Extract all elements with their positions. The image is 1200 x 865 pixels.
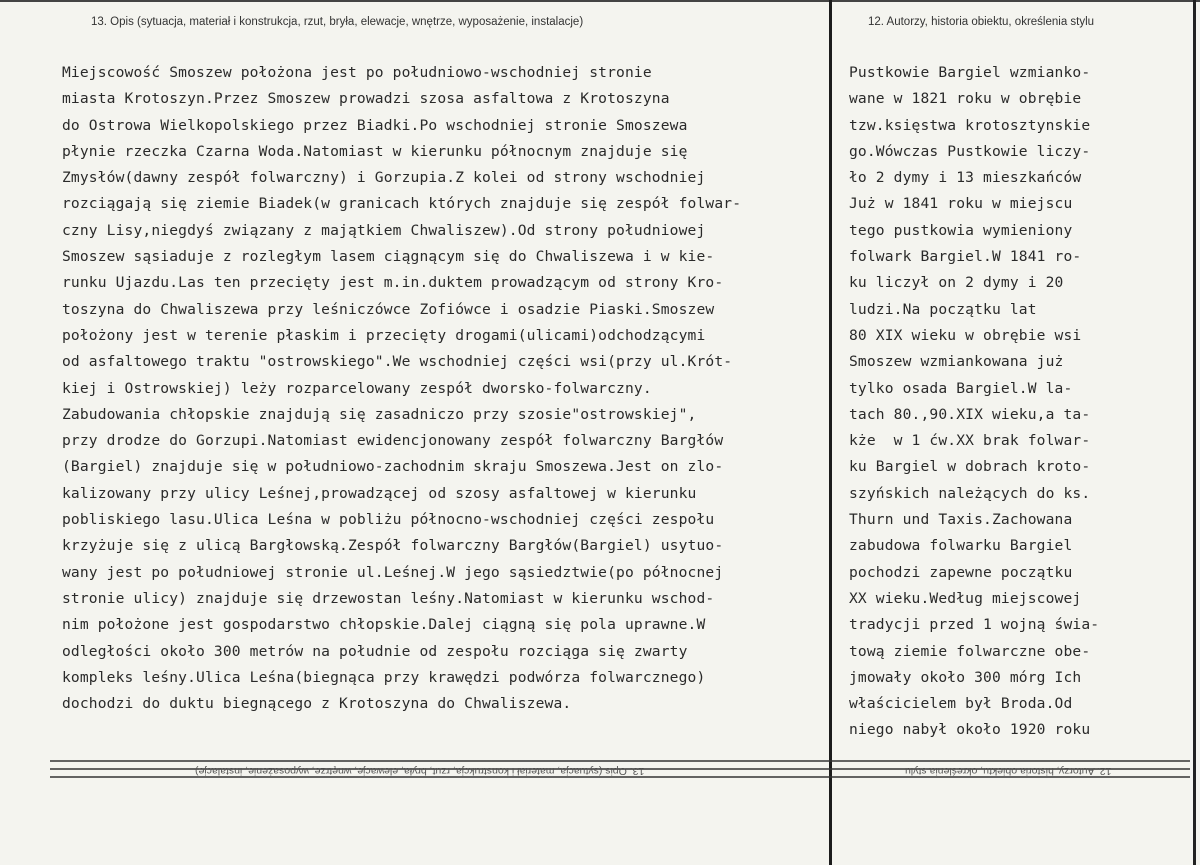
- text-line: kże w 1 ćw.XX brak folwar-: [849, 432, 1091, 450]
- text-line: rozciągają się ziemie Biadek(w granicach których znajduje się zespół folwar-: [62, 195, 742, 213]
- text-line: go.Wówczas Pustkowie liczy-: [849, 142, 1091, 160]
- text-line: wane w 1821 roku w obrębie: [849, 90, 1082, 108]
- text-line: Thurn und Taxis.Zachowana: [849, 511, 1073, 529]
- text-line: Smoszew wzmiankowana już: [849, 353, 1064, 371]
- text-line: właścicielem był Broda.Od: [849, 695, 1073, 713]
- text-line: kiej i Ostrowskiej) leży rozparcelowany zespół dworsko-folwarczny.: [62, 379, 652, 397]
- text-line: tową ziemie folwarczne obe-: [849, 642, 1091, 660]
- description-text: [62, 60, 741, 717]
- text-line: jmowały około 300 mórg Ich: [849, 668, 1082, 686]
- text-line: pobliskiego lasu.Ulica Leśna w pobliżu północno-wschodniej części zespołu: [62, 511, 715, 529]
- text-line: ło 2 dymy i 13 mieszkańców: [849, 169, 1082, 187]
- text-line: ludzi.Na początku lat: [849, 300, 1037, 318]
- text-line: tach 80.,90.XIX wieku,a ta-: [849, 405, 1091, 423]
- text-line: toszyna do Chwaliszewa przy leśniczówce Zofiówce i osadzie Piaski.Smoszew: [62, 300, 715, 318]
- right-border: [1193, 0, 1196, 865]
- text-line: kalizowany przy ulicy Leśnej,prowadzącej od szosy asfaltowej w kierunku: [62, 484, 697, 502]
- text-line: nim położone jest gospodarstwo chłopskie.Dalej ciągną się pola uprawne.W: [62, 616, 706, 634]
- text-line: kompleks leśny.Ulica Leśna(biegnąca przy krawędzi podwórza folwarcznego): [62, 668, 706, 686]
- text-line: Już w 1841 roku w miejscu: [849, 195, 1073, 213]
- text-line: Pustkowie Bargiel wzmianko-: [849, 64, 1091, 81]
- mirrored-section-13-header: 13. Opis (sytuacja, materiał i konstrukcja, rzut, bryła, elewacje, wnętrze, wyposażenie, instalacje): [195, 765, 645, 777]
- text-line: krzyżuje się z ulicą Bargłowską.Zespół folwarczny Bargłów(Bargiel) usytuo-: [62, 537, 724, 555]
- text-line: tylko osada Bargiel.W la-: [849, 379, 1073, 397]
- text-line: Zmysłów(dawny zespół folwarczny) i Gorzupia.Z kolei od strony wschodniej: [62, 169, 706, 187]
- text-line: ku liczył on 2 dymy i 20: [849, 274, 1064, 292]
- text-line: Miejscowość Smoszew położona jest po południowo-wschodniej stronie: [62, 64, 652, 81]
- text-line: położony jest w terenie płaskim i przecięty drogami(ulicami)odchodzącymi: [62, 326, 706, 344]
- history-text: [849, 60, 1099, 744]
- text-line: tzw.księstwa krotosztynskie: [849, 116, 1091, 134]
- text-line: od asfaltowego traktu "ostrowskiego".We wschodniej części wsi(przy ul.Krót-: [62, 353, 733, 371]
- text-line: dochodzi do duktu biegnącego z Krotoszyna do Chwaliszewa.: [62, 695, 572, 713]
- text-line: tradycji przed 1 wojną świa-: [849, 616, 1100, 634]
- top-border: [0, 0, 1200, 2]
- text-line: czny Lisy,niegdyś związany z majątkiem Chwaliszew).Od strony południowej: [62, 221, 706, 239]
- text-line: pochodzi zapewne początku: [849, 563, 1073, 581]
- text-line: folwark Bargiel.W 1841 ro-: [849, 248, 1082, 266]
- section-12-header: 12. Autorzy, historia obiektu, określenia stylu: [868, 16, 1095, 28]
- text-line: Smoszew sąsiaduje z rozległym lasem ciągnącym się do Chwaliszewa i w kie-: [62, 248, 715, 266]
- text-line: odległości około 300 metrów na południe od zespołu rozciąga się zwarty: [62, 642, 688, 660]
- section-13-header: 13. Opis (sytuacja, materiał i konstrukcja, rzut, bryła, elewacje, wnętrze, wyposażenie, instalacje): [91, 16, 584, 28]
- text-line: 80 XIX wieku w obrębie wsi: [849, 326, 1082, 344]
- text-line: szyńskich należących do ks.: [849, 484, 1091, 502]
- text-line: (Bargiel) znajduje się w południowo-zachodnim skraju Smoszewa.Jest on zlo-: [62, 458, 724, 476]
- text-line: XX wieku.Według miejscowej: [849, 589, 1082, 607]
- column-divider: [829, 0, 832, 865]
- text-line: miasta Krotoszyn.Przez Smoszew prowadzi szosa asfaltowa z Krotoszyna: [62, 90, 670, 108]
- text-line: niego nabył około 1920 roku: [849, 721, 1091, 739]
- text-line: do Ostrowa Wielkopolskiego przez Biadki.Po wschodniej stronie Smoszewa: [62, 116, 688, 134]
- text-line: wany jest po południowej stronie ul.Leśnej.W jego sąsiedztwie(po północnej: [62, 563, 724, 581]
- text-line: zabudowa folwarku Bargiel: [849, 537, 1073, 555]
- text-line: ku Bargiel w dobrach kroto-: [849, 458, 1091, 476]
- mirrored-section-12-header: 12. Autorzy, historia obiektu, określenia stylu: [905, 765, 1112, 777]
- text-line: runku Ujazdu.Las ten przecięty jest m.in.duktem prowadzącym od strony Kro-: [62, 274, 724, 292]
- text-line: płynie rzeczka Czarna Woda.Natomiast w kierunku północnym znajduje się: [62, 142, 688, 160]
- text-line: tego pustkowia wymieniony: [849, 221, 1073, 239]
- text-line: przy drodze do Gorzupi.Natomiast ewidencjonowany zespół folwarczny Bargłów: [62, 432, 724, 450]
- text-line: stronie ulicy) znajduje się drzewostan leśny.Natomiast w kierunku wschod-: [62, 589, 715, 607]
- text-line: Zabudowania chłopskie znajdują się zasadniczo przy szosie"ostrowskiej",: [62, 405, 697, 423]
